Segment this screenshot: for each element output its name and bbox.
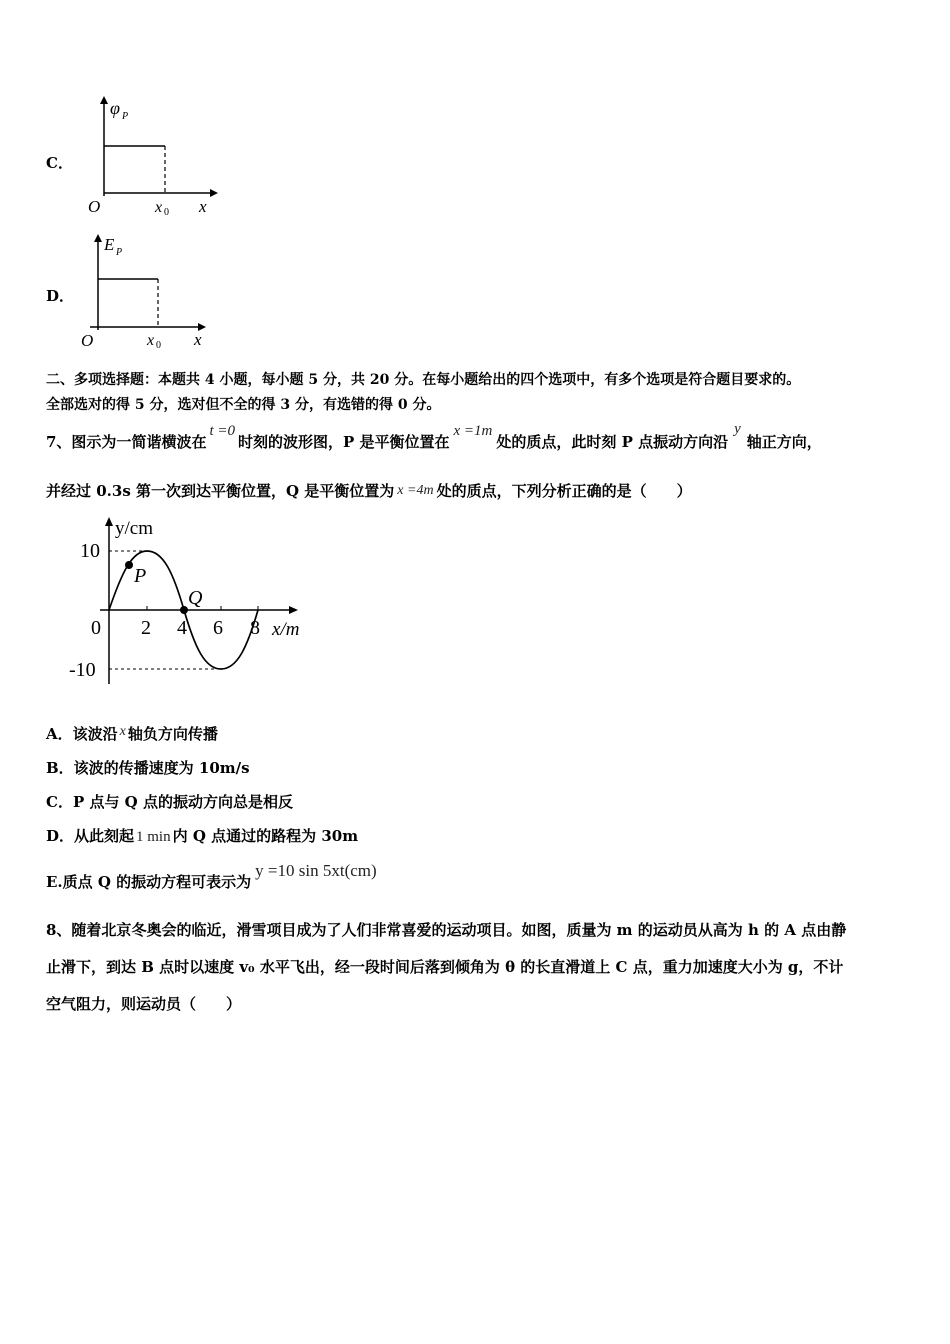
q7-math-x1: x =1m: [453, 423, 493, 439]
option-d-x-axis-label: x: [194, 330, 202, 349]
q7-option-e-math: y =10 sin 5xt(cm): [255, 861, 377, 880]
option-d-y-sub: P: [116, 247, 123, 258]
q7-option-e: [46, 861, 381, 892]
option-c-x0: x: [155, 199, 163, 216]
option-c-y-sub: P: [122, 111, 129, 122]
q7-option-d-math: 1 min: [136, 829, 171, 845]
option-d-graph: [72, 230, 222, 352]
option-c-label: C．: [46, 154, 73, 172]
q7-math-y: y: [734, 421, 741, 437]
option-c-y-axis-label: φ: [110, 98, 120, 118]
q7-line2-text-1: 并经过 0.3s 第一次到达平衡位置，Q 是平衡位置为: [46, 482, 395, 500]
q7-line1: [46, 421, 822, 453]
wave-y-max: 10: [80, 540, 100, 562]
q7-option-c: C．P 点与 Q 点的振动方向总是相反: [46, 793, 293, 811]
section-header-line1: 二、多项选择题：本题共 4 小题，每小题 5 分，共 20 分。在每小题给出的四个选项中，有多个选项是符合题目要求的。: [46, 372, 801, 388]
q7-option-e-text: E.质点 Q 的振动方程可表示为: [46, 873, 252, 891]
q7-option-a-math: x: [119, 724, 126, 739]
option-c-x0-sub: 0: [164, 207, 169, 217]
q7-text-3: 处的质点，此时刻 P 点振动方向沿: [496, 433, 729, 451]
option-d-origin: O: [81, 331, 94, 350]
q7-option-a-text-post: 轴负方向传播: [127, 725, 218, 743]
option-d-x0: x: [147, 332, 155, 349]
q7-option-b: B．该波的传播速度为 10m/s: [46, 759, 250, 777]
q7-text-1: 7、图示为一简谐横波在: [46, 433, 207, 451]
wave-x-tick-4: 4: [177, 617, 187, 639]
q7-line2: [46, 481, 692, 503]
wave-x-tick-8: 8: [250, 617, 260, 639]
option-d-label: D．: [46, 287, 75, 305]
q8-line3: 空气阻力，则运动员（ ）: [46, 995, 242, 1013]
q8-line1: 8、随着北京冬奥会的临近，滑雪项目成为了人们非常喜爱的运动项目。如图，质量为 m 的运动员从高为 h 的 A 点由静: [46, 921, 847, 939]
section-header-line2: 全部选对的得 5 分，选对但不全的得 3 分，有选错的得 0 分。: [46, 397, 441, 413]
q7-option-d: [46, 826, 358, 847]
point-q: [180, 606, 188, 614]
option-d-y-axis-label: E: [104, 235, 115, 254]
q7-option-d-text-post: 内 Q 点通过的路程为 30m: [172, 827, 359, 845]
point-q-label: Q: [188, 587, 203, 609]
point-p-label: P: [134, 565, 147, 587]
wave-x-label: x/m: [272, 619, 300, 640]
wave-x-tick-0: 0: [91, 617, 101, 639]
q8-line2: 止滑下，到达 B 点时以速度 v₀ 水平飞出，经一段时间后落到倾角为 θ 的长直滑道上 C 点，重力加速度大小为 g，不计: [46, 958, 844, 976]
wave-graph: [60, 512, 330, 692]
q7-option-a: [46, 724, 218, 746]
wave-x-tick-2: 2: [141, 617, 151, 639]
option-c-origin: O: [88, 197, 101, 216]
option-c-graph: [78, 92, 228, 217]
wave-y-min: -10: [69, 659, 96, 681]
q7-option-a-text: A．该波沿: [46, 725, 118, 743]
q7-option-d-text: D．从此刻起: [46, 827, 135, 845]
point-p: [125, 561, 133, 569]
q7-text-2: 时刻的波形图，P 是平衡位置在: [238, 433, 450, 451]
q7-math-t: t =0: [209, 423, 235, 439]
q7-math-x4: x =4m: [397, 483, 434, 498]
option-c-x-axis-label: x: [199, 197, 207, 216]
wave-x-tick-6: 6: [213, 617, 223, 639]
q7-line2-text-2: 处的质点，下列分析正确的是（ ）: [436, 482, 692, 500]
option-d-x0-sub: 0: [156, 340, 161, 351]
q7-text-4: 轴正方向，: [746, 433, 822, 451]
wave-y-label: y/cm: [115, 518, 153, 539]
